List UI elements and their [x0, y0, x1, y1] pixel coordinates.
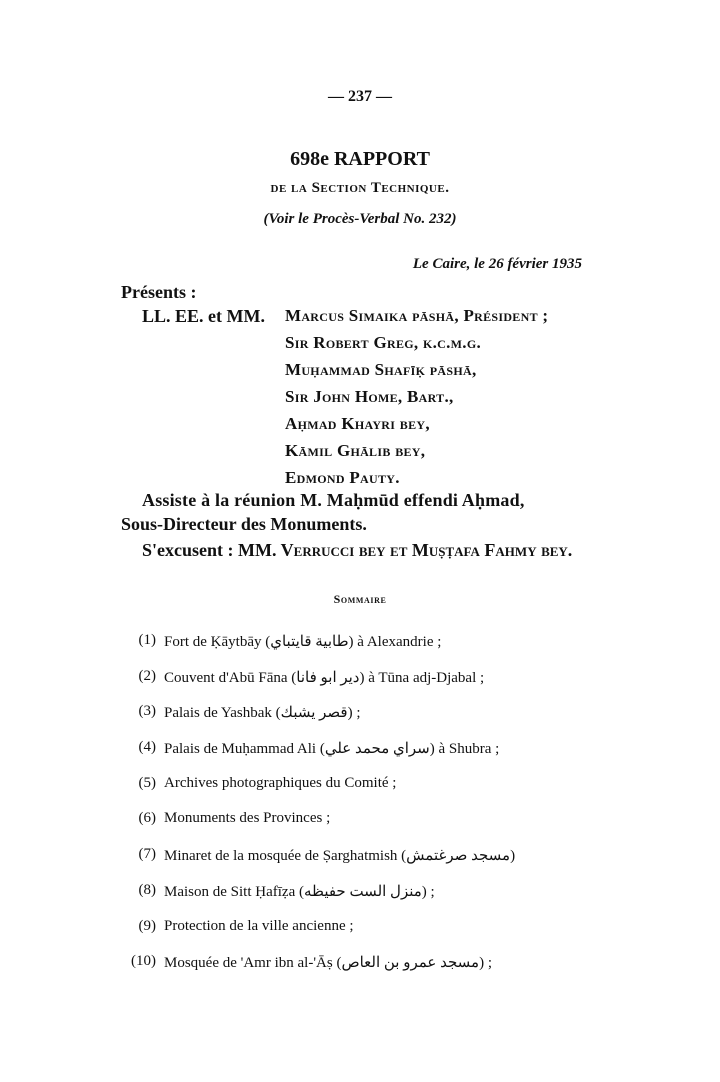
item-text: Monuments des Provinces ; — [164, 810, 331, 827]
item-number: (4) — [138, 739, 156, 756]
list-item — [126, 882, 686, 918]
list-item — [126, 918, 686, 954]
item-text: Couvent d'Abū Fāna (دير ابو فانا) à Tūna adj-Djabal ; — [164, 669, 485, 686]
member-name: Sir John Home, Bart., — [285, 387, 454, 406]
sommaire-heading: Sommaire — [333, 592, 387, 606]
member-name: Kāmil Ghālib bey, — [285, 441, 426, 460]
member-name: Marcus Simaika pāshā, Président ; — [285, 306, 549, 325]
list-item — [126, 739, 686, 775]
list-item — [126, 668, 686, 704]
item-number: (6) — [138, 810, 156, 827]
member-name: Aḥmad Khayri bey, — [285, 414, 430, 433]
excusent-line — [142, 540, 572, 561]
member-name: Edmond Pauty. — [285, 468, 400, 487]
item-number: (2) — [138, 667, 156, 684]
excusent-label: S'excusent : — [142, 540, 234, 560]
item-number: (9) — [138, 917, 156, 934]
item-text: Minaret de la mosquée de Ṣarghatmish (مسجد صرغتمش) — [164, 848, 516, 865]
presents-prefix: LL. EE. et MM. — [142, 306, 265, 326]
list-item — [126, 846, 686, 882]
item-text: Mosquée de 'Amr ibn al-'Āṣ (مسجد عمرو بن العاص) ; — [164, 955, 493, 972]
item-text: Fort de Ḳāytbāy (طابية قايتباي) à Alexandrie ; — [164, 634, 442, 650]
page-number: — 237 — — [328, 88, 392, 105]
excusent-text: MM. Verrucci bey et Muṣṭafa Fahmy bey. — [238, 540, 573, 560]
item-number: (1) — [138, 632, 156, 648]
item-number: (5) — [138, 774, 156, 791]
item-text: Palais de Muḥammad Ali (سراي محمد علي) à Shubra ; — [164, 741, 500, 758]
item-number: (3) — [138, 703, 156, 720]
report-title: 698e RAPPORT — [290, 148, 430, 170]
list-item — [126, 632, 686, 668]
item-number: (7) — [138, 846, 156, 863]
item-text: Archives photographiques du Comité ; — [164, 774, 397, 791]
item-text: Maison de Sitt Ḥafīẓa (منزل الست حفيظه) ; — [164, 883, 435, 900]
item-number: (8) — [138, 881, 156, 898]
item-text: Protection de la ville ancienne ; — [164, 917, 354, 934]
list-item — [126, 953, 686, 989]
sommaire-list — [126, 632, 686, 989]
item-text: Palais de Yashbak (قصر يشبك) ; — [164, 705, 361, 722]
member-name: Sir Robert Greg, k.c.m.g. — [285, 333, 482, 352]
member-name: Muḥammad Shafīḳ pāshā, — [285, 360, 477, 379]
assiste-line-2: Sous-Directeur des Monuments. — [121, 514, 367, 534]
list-item — [126, 810, 686, 846]
report-subtitle: de la Section Technique. — [270, 180, 450, 196]
assiste-line-1: Assiste à la réunion M. Maḥmūd effendi Aḥmad, — [142, 490, 525, 510]
item-number: (10) — [131, 953, 156, 970]
dateline: Le Caire, le 26 février 1935 — [412, 256, 582, 272]
presents-label: Présents : — [121, 282, 197, 302]
list-item — [126, 703, 686, 739]
proces-verbal-reference: (Voir le Procès-Verbal No. 232) — [263, 211, 457, 227]
members-list — [285, 306, 548, 495]
list-item — [126, 775, 686, 811]
